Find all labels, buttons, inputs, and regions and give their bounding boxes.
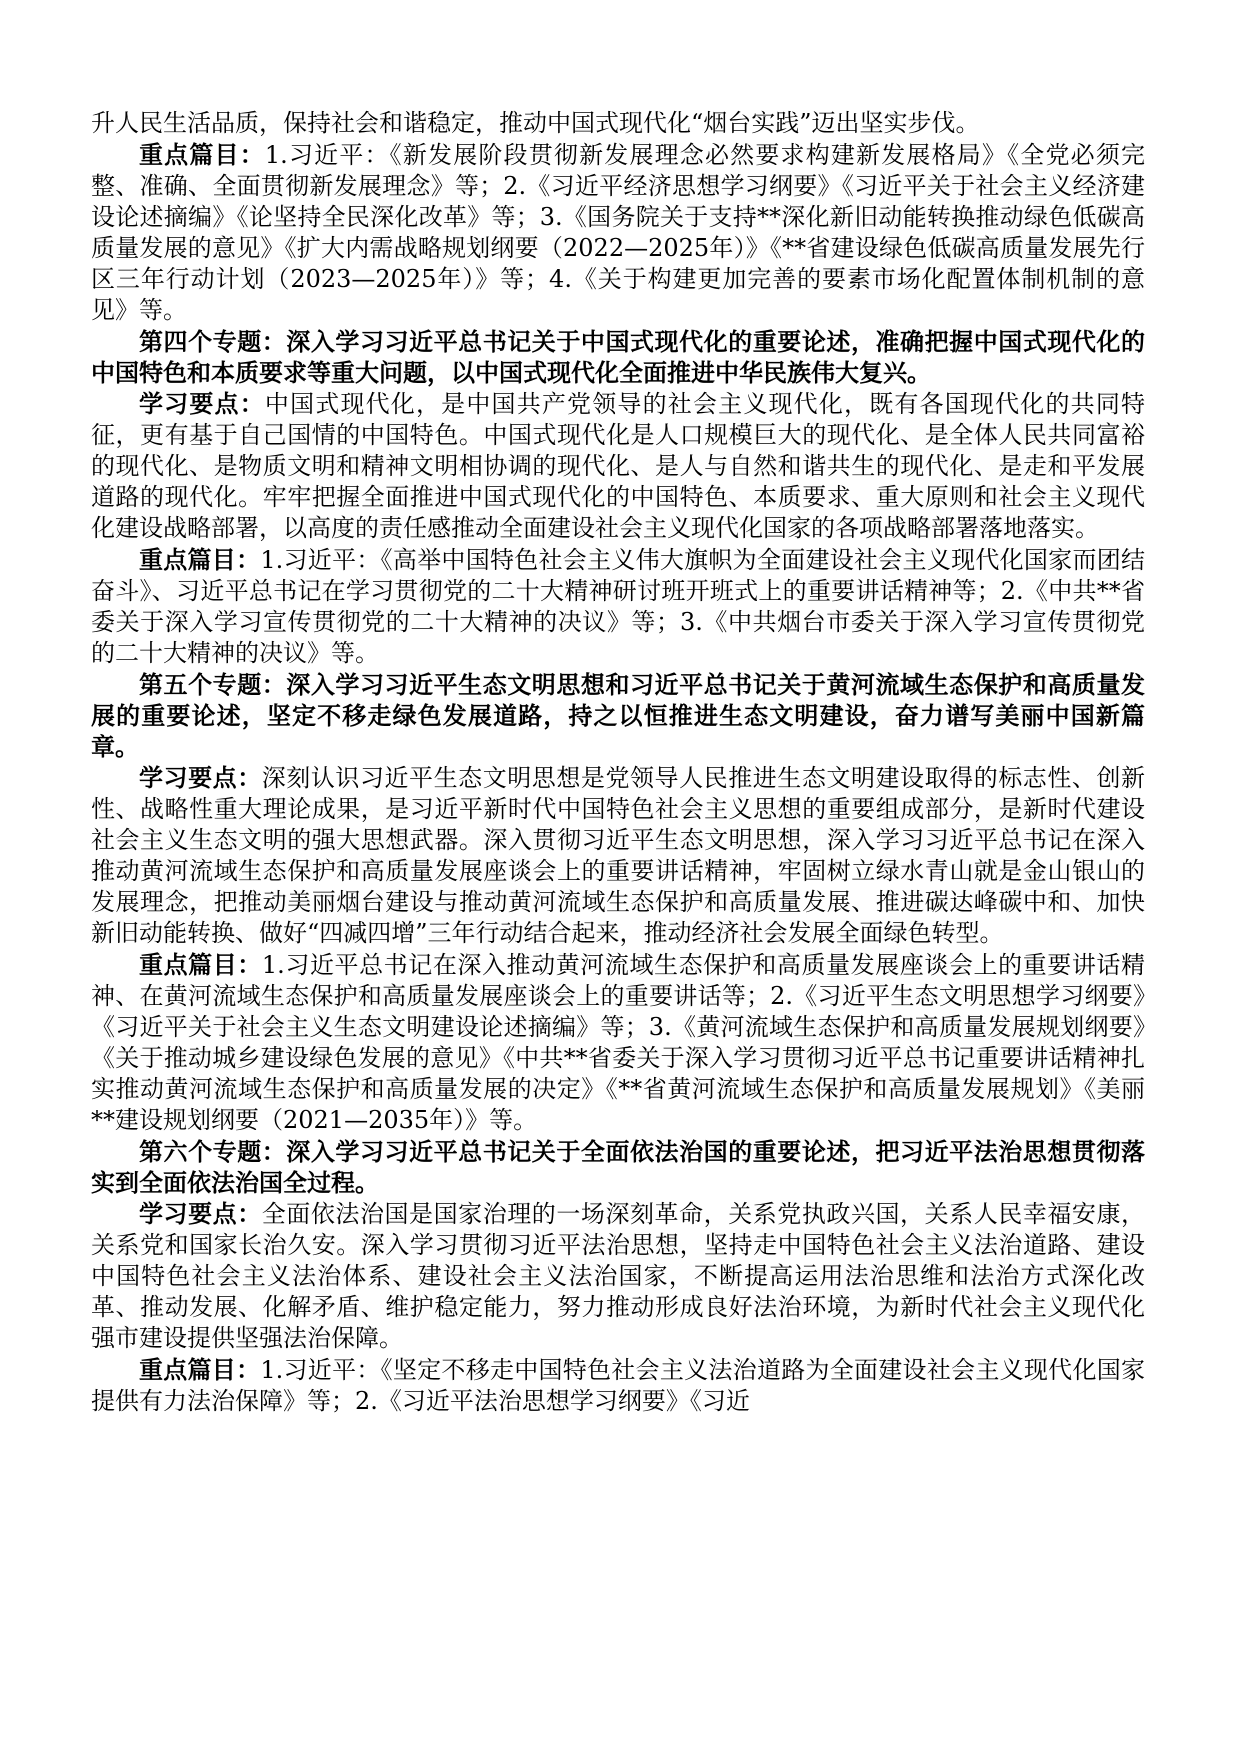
study-points-paragraph-5 (91, 762, 1145, 949)
key-articles-label: 重点篇目： (139, 545, 261, 574)
key-articles-text: 1.习近平：《高举中国特色社会主义伟大旗帜为全面建设社会主义现代化国家而团结奋斗》、习近平总书记在学习贯彻党的二十大精神研讨班开班式上的重要讲话精神等；2.《中共**省委关于深入学习宣传贯彻党的二十大精神的决议》等；3.《中共烟台市委关于深入学习宣传贯彻党的二十大精神的决议》等。 (91, 546, 1145, 667)
key-articles-paragraph-6 (91, 1354, 1145, 1417)
study-points-text: 全面依法治国是国家治理的一场深刻革命，关系党执政兴国，关系人民幸福安康，关系党和国家长治久安。深入学习贯彻习近平法治思想，坚持走中国特色社会主义法治道路、建设中国特色社会主义法治体系、建设社会主义法治国家，不断提高运用法治思维和法治方式深化改革、推动发展、化解矛盾、维护稳定能力，努力推动形成良好法治环境，为新时代社会主义现代化强市建设提供坚强法治保障。 (91, 1200, 1145, 1352)
study-points-paragraph-4 (91, 388, 1145, 544)
key-articles-text: 1.习近平：《新发展阶段贯彻新发展理念必然要求构建新发展格局》《全党必须完整、准确、全面贯彻新发展理念》等；2.《习近平经济思想学习纲要》《习近平关于社会主义经济建设论述摘编》《论坚持全民深化改革》等；3.《国务院关于支持**深化新旧动能转换推动绿色低碳高质量发展的意见》《扩大内需战略规划纲要（2022—2025年）》《**省建设绿色低碳高质量发展先行区三年行动计划（2023—2025年）》等；4.《关于构建更加完善的要素市场化配置体制机制的意见》等。 (91, 141, 1145, 324)
topic-heading-4: 第四个专题：深入学习习近平总书记关于中国式现代化的重要论述，准确把握中国式现代化的中国特色和本质要求等重大问题，以中国式现代化全面推进中华民族伟大复兴。 (91, 327, 1145, 387)
study-points-label: 学习要点： (139, 389, 265, 418)
key-articles-label: 重点篇目： (139, 1355, 261, 1384)
key-articles-text: 1.习近平总书记在深入推动黄河流域生态保护和高质量发展座谈会上的重要讲话精神、在黄河流域生态保护和高质量发展座谈会上的重要讲话等；2.《习近平生态文明思想学习纲要》《习近平关于社会主义生态文明建设论述摘编》等；3.《黄河流域生态保护和高质量发展规划纲要》《关于推动城乡建设绿色发展的意见》《中共**省委关于深入学习贯彻习近平总书记重要讲话精神扎实推动黄河流域生态保护和高质量发展的决定》《**省黄河流域生态保护和高质量发展规划》《美丽**建设规划纲要（2021—2035年）》等。 (91, 951, 1145, 1134)
key-articles-text: 1.习近平：《坚定不移走中国特色社会主义法治道路为全面建设社会主义现代化国家提供有力法治保障》等；2.《习近平法治思想学习纲要》《习近 (91, 1356, 1145, 1415)
key-articles-paragraph-3 (91, 139, 1145, 326)
study-points-label: 学习要点： (139, 763, 262, 792)
key-articles-label: 重点篇目： (139, 140, 265, 169)
study-points-paragraph-6 (91, 1198, 1145, 1354)
study-points-label: 学习要点： (139, 1199, 262, 1228)
study-points-text: 中国式现代化，是中国共产党领导的社会主义现代化，既有各国现代化的共同特征，更有基于自己国情的中国特色。中国式现代化是人口规模巨大的现代化、是全体人民共同富裕的现代化、是物质文明和精神文明相协调的现代化、是人与自然和谐共生的现代化、是走和平发展道路的现代化。牢牢把握全面推进中国式现代化的中国特色、本质要求、重大原则和社会主义现代化建设战略部署，以高度的责任感推动全面建设社会主义现代化国家的各项战略部署落地落实。 (91, 390, 1146, 542)
topic-heading-6: 第六个专题：深入学习习近平总书记关于全面依法治国的重要论述，把习近平法治思想贯彻落实到全面依法治国全过程。 (91, 1137, 1145, 1197)
study-points-text: 深刻认识习近平生态文明思想是党领导人民推进生态文明建设取得的标志性、创新性、战略性重大理论成果，是习近平新时代中国特色社会主义思想的重要组成部分，是新时代建设社会主义生态文明的强大思想武器。深入贯彻习近平生态文明思想，深入学习习近平总书记在深入推动黄河流域生态保护和高质量发展座谈会上的重要讲话精神，牢固树立绿水青山就是金山银山的发展理念，把推动美丽烟台建设与推动黄河流域生态保护和高质量发展、推进碳达峰碳中和、加快新旧动能转换、做好“四减四增”三年行动结合起来，推动经济社会发展全面绿色转型。 (91, 764, 1145, 947)
key-articles-paragraph-5 (91, 949, 1145, 1136)
key-articles-label: 重点篇目： (139, 950, 262, 979)
key-articles-paragraph-4 (91, 544, 1145, 669)
paragraph-text: 升人民生活品质，保持社会和谐稳定，推动中国式现代化“烟台实践”迈出坚实步伐。 (91, 109, 980, 137)
paragraph-continuation (91, 108, 1145, 139)
topic-heading-5: 第五个专题：深入学习习近平生态文明思想和习近平总书记关于黄河流域生态保护和高质量发展的重要论述，坚定不移走绿色发展道路，持之以恒推进生态文明建设，奋力谱写美丽中国新篇章。 (91, 670, 1145, 761)
document-page (91, 108, 1145, 1417)
